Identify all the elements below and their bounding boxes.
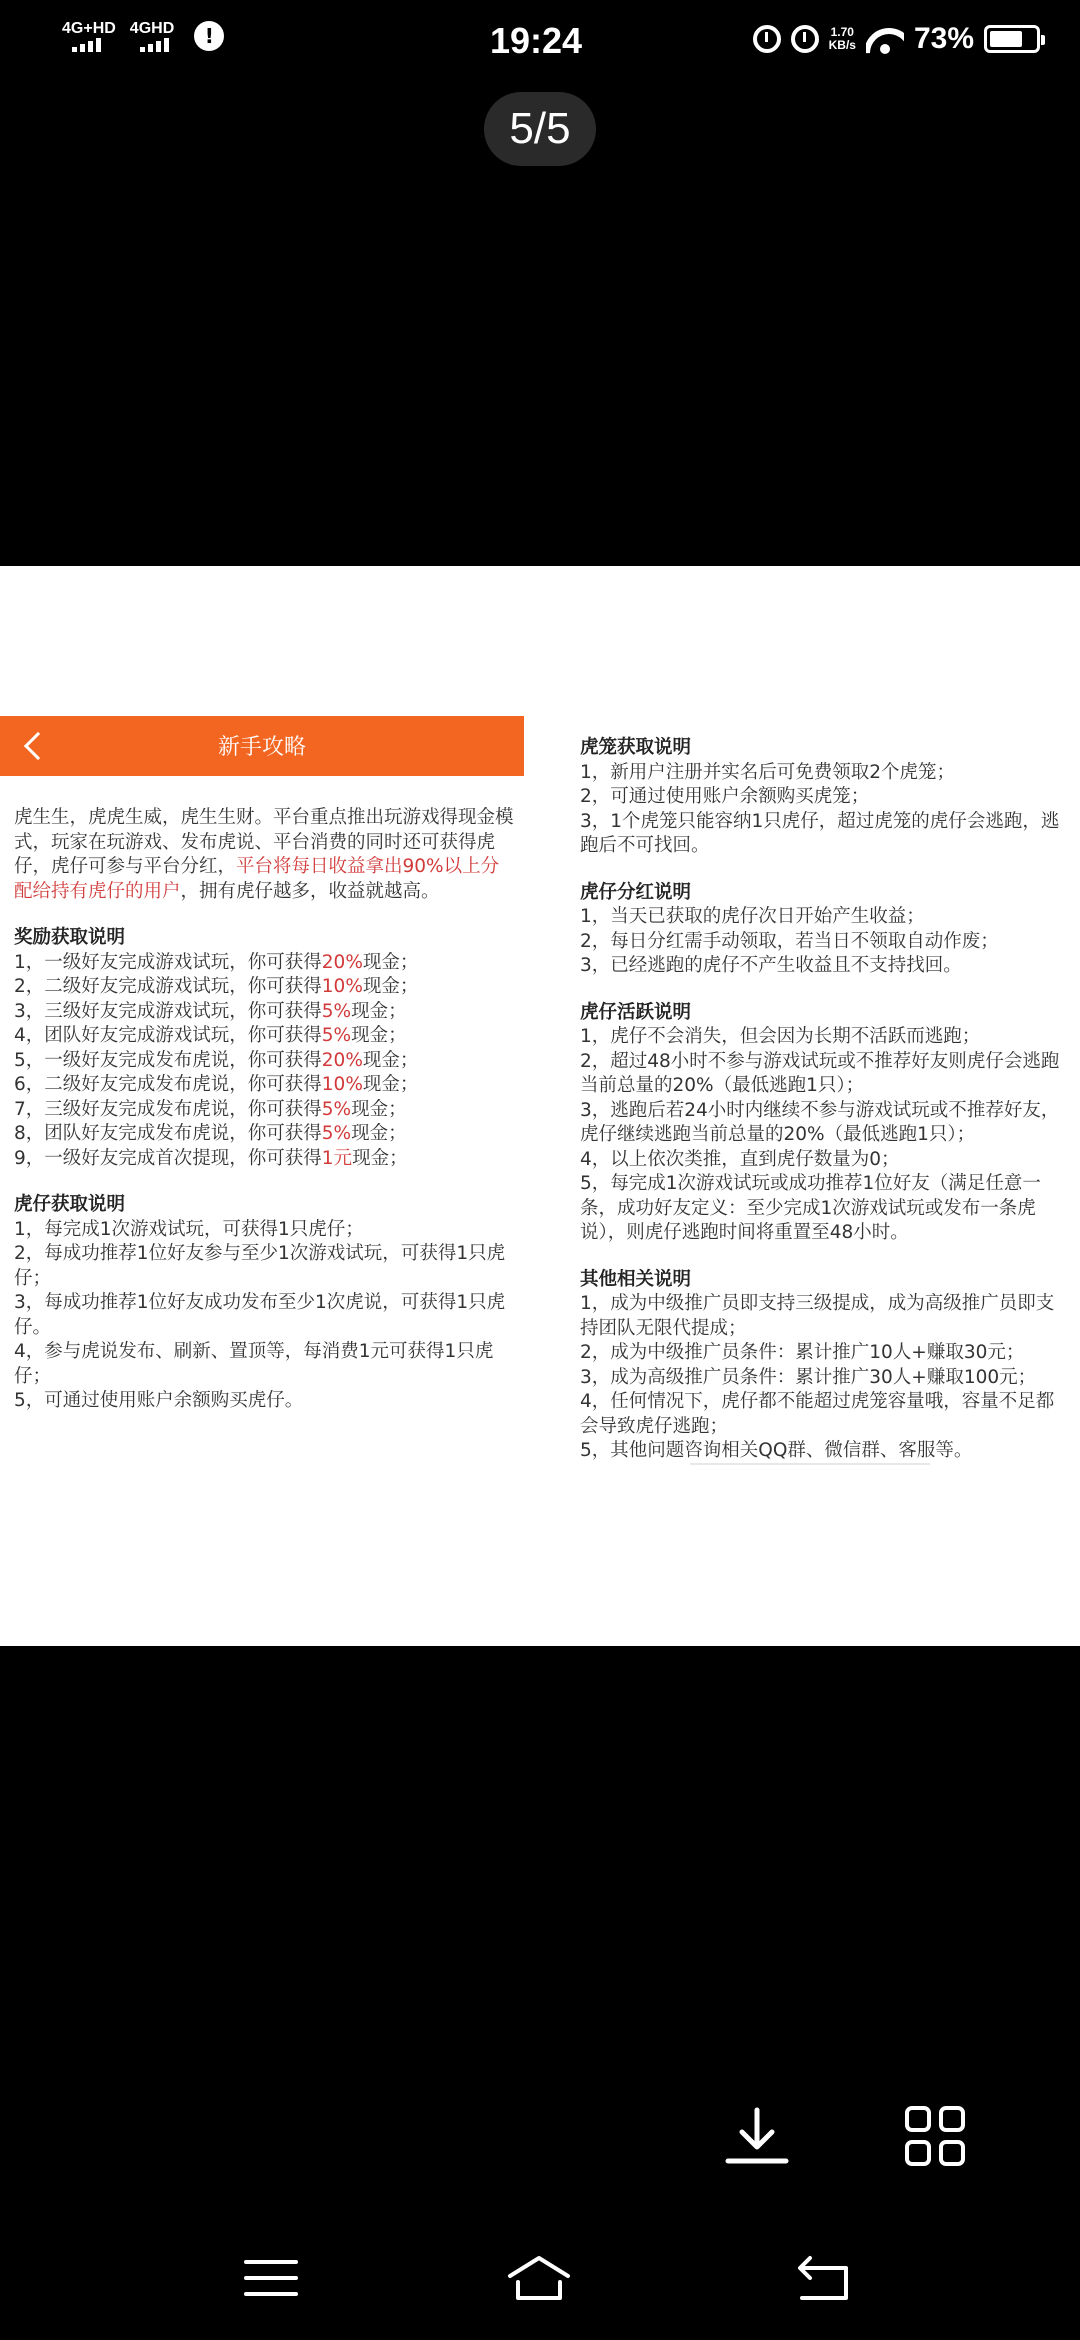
battery-fill (990, 31, 1022, 47)
alarm-icon (753, 25, 781, 53)
network-speed-value: 1.70 (830, 25, 854, 39)
sim2-label: 4GHD (129, 20, 175, 37)
grid-icon[interactable] (905, 2106, 967, 2168)
tiger-cub-list (14, 1218, 514, 1414)
reward-item: 6，二级好友完成发布虎说，你可获得10%现金； (14, 1074, 419, 1095)
intro-text: 虎生生，虎虎生威，虎生生财。平台重点推出玩游戏得现金模式，玩家在玩游戏、发布虎说、平台消费的同时还可获得虎仔，虎仔可参与平台分红， (14, 807, 514, 877)
list-item: 1，当天已获取的虎仔次日开始产生收益； (580, 906, 925, 927)
intro-paragraph (14, 806, 514, 904)
cage-list (580, 761, 1072, 859)
reward-item: 1，一级好友完成游戏试玩，你可获得20%现金； (14, 951, 419, 973)
image-viewer-content[interactable] (0, 566, 1080, 1646)
battery-percent: 73% (913, 22, 974, 55)
download-icon[interactable] (722, 2106, 792, 2166)
list-item: 5，每完成1次游戏试玩或成功推荐1位好友（满足任意一条，成功好友定义：至少完成1次游戏试玩或发布一条虎说），则虎仔逃跑时间将重置至48小时。 (580, 1173, 1041, 1243)
reward-item: 9，一级好友完成首次提现，你可获得1元现金； (14, 1147, 408, 1169)
signal-group (62, 20, 224, 52)
signal-bars-icon (72, 38, 101, 52)
list-item: 3，每成功推荐1位好友成功发布至少1次虎说，可获得1只虎仔。 (14, 1292, 506, 1338)
list-item: 1，虎仔不会消失，但会因为长期不活跃而逃跑； (580, 1026, 981, 1047)
list-item: 1，新用户注册并实名后可免费领取2个虎笼； (580, 761, 956, 783)
other-list (580, 1292, 1072, 1464)
reward-item: 5，一级好友完成发布虎说，你可获得20%现金； (14, 1049, 419, 1071)
dividend-section-title: 虎仔分红说明 (580, 881, 692, 903)
other-section-title: 其他相关说明 (580, 1268, 692, 1290)
list-item: 2，成为中级推广员条件：累计推广10人+赚取30元； (580, 1342, 1025, 1363)
list-item: 3，逃跑后若24小时内继续不参与游戏试玩或不推荐好友，虎仔继续逃跑当前总量的20%（最低逃跑1只）； (580, 1099, 1060, 1145)
guide-right-column (580, 736, 1072, 1464)
active-section-title: 虎仔活跃说明 (580, 1001, 692, 1023)
list-item: 3，成为高级推广员条件：累计推广30人+赚取100元； (580, 1366, 1037, 1388)
list-item: 1，每完成1次游戏试玩，可获得1只虎仔； (14, 1218, 364, 1240)
reward-item: 7，三级好友完成发布虎说，你可获得5%现金； (14, 1098, 407, 1120)
guide-title: 新手攻略 (217, 735, 306, 760)
reward-item: 3，三级好友完成游戏试玩，你可获得5%现金； (14, 1000, 407, 1022)
guide-left-column (14, 806, 514, 1414)
list-item: 5，其他问题咨询相关QQ群、微信群、客服等。 (580, 1440, 973, 1461)
sim1-signal (62, 20, 116, 52)
list-item: 1，成为中级推广员即支持三级提成，成为高级推广员即支持团队无限代提成； (580, 1293, 1055, 1339)
network-speed (829, 26, 856, 52)
reward-item: 8，团队好友完成发布虎说，你可获得5%现金； (14, 1123, 407, 1144)
back-icon[interactable] (788, 2248, 858, 2308)
intro-text-end: ，拥有虎仔越多，收益就越高。 (180, 880, 440, 902)
alarm-icon (791, 25, 819, 53)
dividend-list (580, 905, 1072, 979)
active-list (580, 1025, 1072, 1246)
signal-bars-icon (140, 38, 169, 52)
status-bar (0, 0, 1080, 84)
list-item: 4，参与虎说发布、刷新、置顶等，每消费1元可获得1只虎仔； (14, 1341, 494, 1387)
page-counter: 5/5 (484, 92, 596, 166)
menu-icon[interactable] (236, 2248, 306, 2308)
list-item: 2，每日分红需手动领取，若当日不领取自动作废； (580, 930, 999, 952)
cage-section-title: 虎笼获取说明 (580, 737, 692, 758)
wifi-icon (866, 24, 904, 54)
reward-list (14, 951, 514, 1172)
reward-item: 2，二级好友完成游戏试玩，你可获得10%现金； (14, 976, 419, 997)
list-item: 3，已经逃跑的虎仔不产生收益且不支持找回。 (580, 955, 962, 976)
list-item: 5，可通过使用账户余额购买虎仔。 (14, 1390, 304, 1411)
home-icon[interactable] (504, 2248, 574, 2308)
list-item: 4，以上依次类推，直到虎仔数量为0； (580, 1148, 900, 1170)
network-speed-unit: KB/s (828, 38, 856, 52)
divider (690, 1463, 930, 1465)
list-item: 2，每成功推荐1位好友参与至少1次游戏试玩，可获得1只虎仔； (14, 1243, 506, 1289)
reward-item: 4，团队好友完成游戏试玩，你可获得5%现金； (14, 1025, 407, 1046)
list-item: 3，1个虎笼只能容纳1只虎仔，超过虎笼的虎仔会逃跑，逃跑后不可找回。 (580, 810, 1060, 856)
clock: 19:24 (490, 20, 583, 61)
reward-section-title: 奖励获取说明 (14, 927, 126, 948)
list-item: 4，任何情况下，虎仔都不能超过虎笼容量哦，容量不足都会导致虎仔逃跑； (580, 1391, 1055, 1437)
sim1-label: 4G+HD (62, 20, 116, 37)
intro-highlight: 平台将每日收益拿出90%以上分配给持有虎仔的用户 (14, 856, 500, 902)
status-icons (753, 22, 1040, 56)
sim2-signal (130, 20, 174, 52)
tiger-cub-section-title: 虎仔获取说明 (14, 1194, 126, 1215)
guide-header (0, 716, 524, 776)
battery-icon (984, 25, 1040, 53)
list-item: 2，可通过使用账户余额购买虎笼； (580, 786, 870, 807)
notification-icon: ! (194, 21, 224, 51)
list-item: 2，超过48小时不参与游戏试玩或不推荐好友则虎仔会逃跑当前总量的20%（最低逃跑1只）； (580, 1050, 1060, 1096)
